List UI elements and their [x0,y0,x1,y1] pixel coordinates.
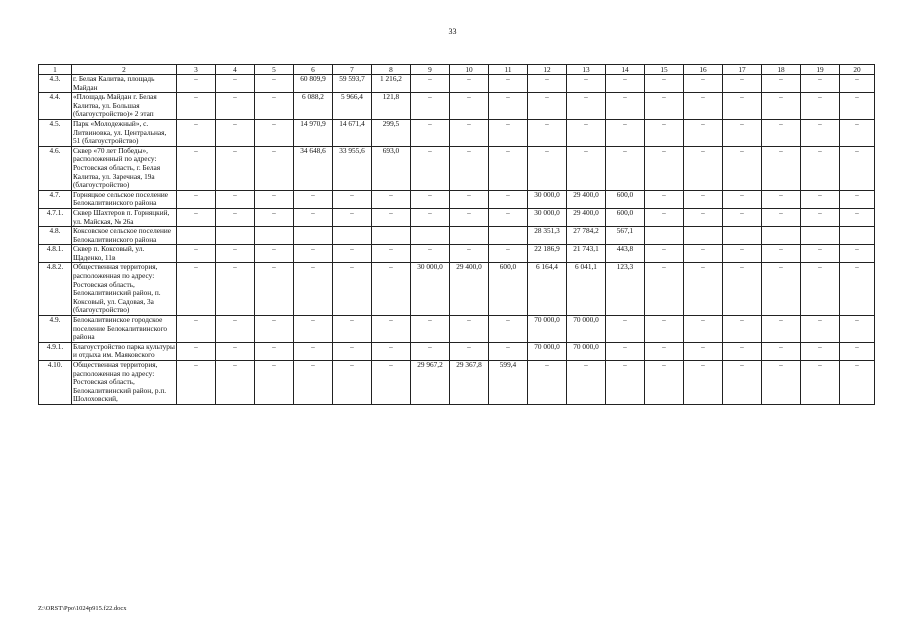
value-cell: – [762,93,801,120]
value-cell: – [294,208,333,226]
row-number: 4.7.1. [39,208,72,226]
header-cell: 14 [606,65,645,75]
value-cell: – [684,93,723,120]
value-cell: 6 088,2 [294,93,333,120]
value-cell: 121,8 [372,93,411,120]
table-row [39,190,875,208]
table-row [39,227,875,245]
value-cell: – [801,208,840,226]
value-cell: – [567,75,606,93]
value-cell: – [372,361,411,405]
value-cell: – [801,190,840,208]
value-cell [801,227,840,245]
header-row [39,65,875,75]
value-cell: – [333,361,372,405]
header-cell: 18 [762,65,801,75]
value-cell: – [723,119,762,146]
value-cell: – [294,190,333,208]
table-row [39,146,875,190]
value-cell: 70 000,0 [528,342,567,360]
value-cell: 33 955,6 [333,146,372,190]
row-number: 4.7. [39,190,72,208]
value-cell: 443,8 [606,245,645,263]
value-cell: – [411,75,450,93]
value-cell [255,227,294,245]
value-cell: – [606,361,645,405]
value-cell: – [489,342,528,360]
value-cell: – [255,245,294,263]
value-cell [489,227,528,245]
value-cell: – [762,119,801,146]
value-cell: – [333,316,372,343]
value-cell: – [801,245,840,263]
row-number: 4.5. [39,119,72,146]
header-cell: 16 [684,65,723,75]
value-cell: – [645,208,684,226]
value-cell: 70 000,0 [567,316,606,343]
value-cell: – [723,361,762,405]
value-cell [645,227,684,245]
value-cell: – [450,75,489,93]
value-cell: – [645,316,684,343]
value-cell: 1 216,2 [372,75,411,93]
value-cell [411,227,450,245]
table-row [39,208,875,226]
value-cell: – [333,342,372,360]
value-cell: – [294,316,333,343]
value-cell: – [528,146,567,190]
value-cell [333,227,372,245]
value-cell: – [411,190,450,208]
value-cell: – [489,146,528,190]
value-cell: 29 367,8 [450,361,489,405]
value-cell: – [606,75,645,93]
value-cell: – [762,316,801,343]
value-cell: – [255,208,294,226]
value-cell: 22 186,9 [528,245,567,263]
value-cell: 59 593,7 [333,75,372,93]
value-cell: – [684,119,723,146]
value-cell: – [840,361,875,405]
value-cell: – [606,146,645,190]
value-cell: – [723,342,762,360]
value-cell: – [840,263,875,316]
value-cell: – [762,146,801,190]
row-name: Белокалитвинское городское поселение Белокалитвинского района [72,316,177,343]
value-cell: – [255,146,294,190]
value-cell: – [177,146,216,190]
header-cell: 1 [39,65,72,75]
value-cell: – [411,146,450,190]
value-cell [372,227,411,245]
value-cell: – [801,75,840,93]
value-cell: – [411,342,450,360]
value-cell: – [723,316,762,343]
value-cell: – [450,245,489,263]
row-number: 4.9. [39,316,72,343]
value-cell: – [723,263,762,316]
value-cell: – [489,208,528,226]
value-cell: – [840,119,875,146]
value-cell [684,227,723,245]
value-cell: – [216,263,255,316]
value-cell [723,227,762,245]
budget-table [38,64,875,405]
value-cell: 6 164,4 [528,263,567,316]
row-number: 4.8.1. [39,245,72,263]
value-cell: – [216,93,255,120]
row-number: 4.9.1. [39,342,72,360]
value-cell: – [645,93,684,120]
value-cell: – [177,93,216,120]
value-cell [840,227,875,245]
value-cell: – [294,263,333,316]
value-cell: – [528,75,567,93]
value-cell: – [372,342,411,360]
value-cell: – [606,119,645,146]
value-cell: – [216,146,255,190]
table-row [39,75,875,93]
table-row [39,361,875,405]
value-cell: 30 000,0 [411,263,450,316]
value-cell: – [216,75,255,93]
value-cell: – [255,342,294,360]
value-cell: – [489,190,528,208]
value-cell: – [840,190,875,208]
header-cell: 3 [177,65,216,75]
value-cell: – [216,361,255,405]
value-cell: – [333,245,372,263]
value-cell: – [489,93,528,120]
value-cell: – [294,361,333,405]
value-cell: – [255,93,294,120]
row-name: Сквер «70 лет Победы», расположенный по адресу: Ростовская область, г. Белая Калитва, ул. Заречная, 19а (благоустройство) [72,146,177,190]
value-cell: – [372,263,411,316]
header-cell: 4 [216,65,255,75]
value-cell: 599,4 [489,361,528,405]
table-row [39,316,875,343]
header-cell: 20 [840,65,875,75]
value-cell [177,227,216,245]
value-cell: – [372,208,411,226]
value-cell: – [333,263,372,316]
value-cell: – [645,119,684,146]
value-cell: – [840,146,875,190]
value-cell: – [255,75,294,93]
value-cell: – [840,316,875,343]
value-cell: – [177,190,216,208]
value-cell: – [762,361,801,405]
header-cell: 2 [72,65,177,75]
row-name: Парк «Молодежный», с. Литвиновка, ул. Центральная, 51 (благоустройство) [72,119,177,146]
value-cell [294,227,333,245]
value-cell: – [255,316,294,343]
value-cell: – [450,208,489,226]
value-cell: – [177,245,216,263]
value-cell: – [489,75,528,93]
value-cell: – [723,208,762,226]
value-cell: – [177,316,216,343]
value-cell: – [177,208,216,226]
value-cell: – [840,208,875,226]
value-cell: – [645,263,684,316]
value-cell: – [723,146,762,190]
value-cell: – [762,245,801,263]
value-cell: 14 671,4 [333,119,372,146]
value-cell: – [528,119,567,146]
value-cell: – [333,208,372,226]
value-cell: – [567,119,606,146]
value-cell: – [684,342,723,360]
value-cell: 600,0 [606,208,645,226]
value-cell: – [489,245,528,263]
value-cell: – [294,245,333,263]
row-number: 4.8. [39,227,72,245]
value-cell: – [567,146,606,190]
header-cell: 15 [645,65,684,75]
value-cell: – [801,316,840,343]
value-cell: – [801,93,840,120]
value-cell: – [723,245,762,263]
row-number: 4.8.2. [39,263,72,316]
value-cell: – [840,75,875,93]
value-cell: – [645,190,684,208]
value-cell: – [606,342,645,360]
value-cell: 14 970,9 [294,119,333,146]
value-cell: – [216,208,255,226]
value-cell: – [684,208,723,226]
value-cell: – [723,190,762,208]
table-row [39,245,875,263]
value-cell: – [723,93,762,120]
value-cell: – [216,342,255,360]
value-cell [216,227,255,245]
value-cell: – [372,316,411,343]
header-cell: 5 [255,65,294,75]
value-cell: – [801,342,840,360]
header-cell: 7 [333,65,372,75]
value-cell: – [411,119,450,146]
value-cell: – [177,119,216,146]
header-cell: 9 [411,65,450,75]
value-cell: 5 966,4 [333,93,372,120]
value-cell: – [411,208,450,226]
value-cell: – [645,146,684,190]
value-cell: – [489,119,528,146]
value-cell [762,227,801,245]
value-cell: 30 000,0 [528,208,567,226]
value-cell: – [177,361,216,405]
value-cell: 34 648,6 [294,146,333,190]
page-number: 33 [448,27,457,36]
value-cell: – [177,342,216,360]
value-cell: – [762,208,801,226]
row-number: 4.10. [39,361,72,405]
value-cell: – [216,119,255,146]
row-name: Коксовское сельское поселение Белокалитвинского района [72,227,177,245]
value-cell: 600,0 [606,190,645,208]
row-name: Сквер п. Коксовый, ул. Щаденко, 11в [72,245,177,263]
value-cell: – [294,342,333,360]
value-cell: – [567,361,606,405]
header-cell: 6 [294,65,333,75]
header-cell: 13 [567,65,606,75]
value-cell: – [762,190,801,208]
value-cell: – [411,316,450,343]
value-cell: – [762,75,801,93]
value-cell: – [684,245,723,263]
footer-file-path: Z:\ORST\Ppo\1024p915.f22.docx [38,605,127,612]
value-cell: – [801,263,840,316]
row-number: 4.3. [39,75,72,93]
row-name: Сквер Шахтеров п. Горняцкий, ул. Майская, № 26а [72,208,177,226]
value-cell: – [684,316,723,343]
value-cell: – [216,316,255,343]
value-cell: – [450,316,489,343]
value-cell: 27 784,2 [567,227,606,245]
value-cell: – [216,190,255,208]
value-cell: – [450,146,489,190]
value-cell: – [801,146,840,190]
row-name: Горняцкое сельское поселение Белокалитвинского района [72,190,177,208]
value-cell: – [801,361,840,405]
header-cell: 19 [801,65,840,75]
value-cell: – [801,119,840,146]
value-cell: – [216,245,255,263]
value-cell: – [177,263,216,316]
value-cell: 60 809,9 [294,75,333,93]
value-cell: – [684,190,723,208]
value-cell: 70 000,0 [528,316,567,343]
value-cell: – [606,93,645,120]
value-cell: – [684,146,723,190]
value-cell: – [606,316,645,343]
value-cell: – [372,190,411,208]
value-cell: 28 351,3 [528,227,567,245]
value-cell: – [762,342,801,360]
value-cell: 6 041,1 [567,263,606,316]
value-cell: 29 400,0 [567,190,606,208]
value-cell: 21 743,1 [567,245,606,263]
value-cell: – [528,361,567,405]
value-cell: – [840,342,875,360]
table-row [39,263,875,316]
value-cell: – [645,342,684,360]
row-number: 4.4. [39,93,72,120]
value-cell: 123,3 [606,263,645,316]
value-cell: – [372,245,411,263]
value-cell: – [255,119,294,146]
value-cell: 693,0 [372,146,411,190]
value-cell: 600,0 [489,263,528,316]
value-cell: – [450,342,489,360]
row-name: г. Белая Калитва, площадь Майдан [72,75,177,93]
value-cell: – [450,119,489,146]
value-cell [450,227,489,245]
row-name: Благоустройство парка культуры и отдыха им. Маяковского [73,342,175,360]
value-cell: – [489,316,528,343]
value-cell: 299,5 [372,119,411,146]
value-cell: – [255,361,294,405]
value-cell: 29 400,0 [567,208,606,226]
value-cell: – [645,75,684,93]
value-cell: – [723,75,762,93]
header-cell: 12 [528,65,567,75]
value-cell: – [255,190,294,208]
table-row [39,119,875,146]
value-cell: – [255,263,294,316]
value-cell: – [840,245,875,263]
value-cell: – [684,75,723,93]
row-number: 4.6. [39,146,72,190]
value-cell: – [762,263,801,316]
row-name: «Площадь Майдан г. Белая Калитва, ул. Большая (благоустройство)» 2 этап [72,93,177,120]
header-cell: 11 [489,65,528,75]
value-cell: – [684,361,723,405]
value-cell: – [567,93,606,120]
value-cell: 29 967,2 [411,361,450,405]
row-name: Общественная территория, расположенная по адресу: Ростовская область, Белокалитвинский район, п. Коксовый, ул. Садовая, 3а (благоустройство) [72,263,177,316]
value-cell: 567,1 [606,227,645,245]
value-cell: – [450,190,489,208]
header-cell: 10 [450,65,489,75]
value-cell: – [411,93,450,120]
value-cell: – [333,190,372,208]
value-cell: 30 000,0 [528,190,567,208]
table-row [39,342,875,360]
value-cell: – [177,75,216,93]
value-cell: – [411,245,450,263]
value-cell: – [645,361,684,405]
value-cell: – [450,93,489,120]
value-cell: – [840,93,875,120]
header-cell: 17 [723,65,762,75]
value-cell: 29 400,0 [450,263,489,316]
row-name: Общественная территория, расположенная по адресу: Ростовская область, Белокалитвинский район, р.п. Шолоховский, [72,361,177,405]
value-cell: – [528,93,567,120]
value-cell: 70 000,0 [567,342,606,360]
value-cell: – [684,263,723,316]
header-cell: 8 [372,65,411,75]
value-cell: – [645,245,684,263]
table-row [39,93,875,120]
